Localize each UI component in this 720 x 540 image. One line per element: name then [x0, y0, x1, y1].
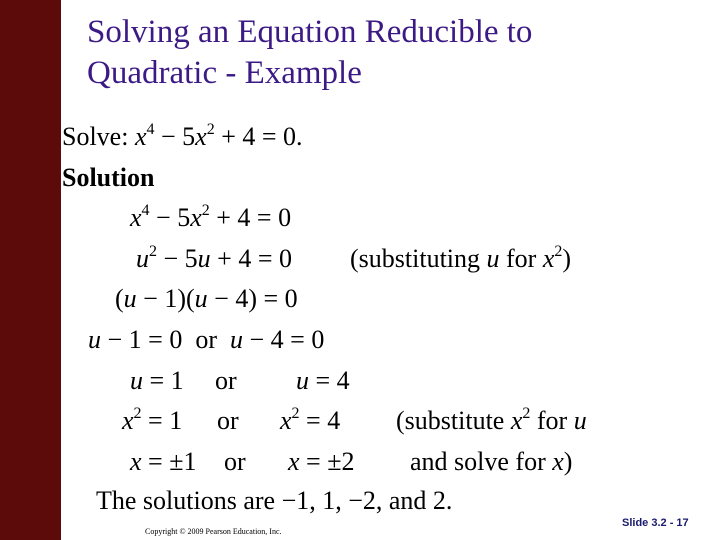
step-x-values-left: x = ±1: [130, 447, 197, 476]
step-x-squared-right: $x^2 = 4$: [280, 405, 341, 435]
slide-title: [87, 12, 532, 94]
conclusion-text: The solutions are −1, 1, −2, and 2.: [96, 486, 453, 515]
title-line-2: Quadratic - Example: [87, 55, 362, 91]
problem-statement: Solve: $x^4 - 5x^2 + 4 = 0$.: [62, 121, 303, 151]
back-substitute-note-line2: and solve for x): [410, 447, 573, 476]
left-sidebar-bar: [0, 0, 61, 540]
copyright-text: Copyright © 2009 Pearson Education, Inc.: [145, 527, 282, 536]
or-word: or: [217, 406, 239, 435]
step-u-values-left: u = 1: [130, 366, 184, 395]
back-substitute-note-line1: (substitute $x^2$ for u: [396, 405, 587, 435]
slide-number: Slide 3.2 - 17: [622, 517, 689, 529]
or-word: or: [215, 366, 237, 395]
or-word: or: [195, 325, 217, 354]
solution-heading: Solution: [62, 163, 155, 192]
step-x-values-right: x = ±2: [288, 447, 355, 476]
substitution-note: (substituting u for $x^2$): [350, 243, 572, 273]
title-line-1: Solving an Equation Reducible to: [87, 14, 533, 50]
step-original-equation: $x^4 - 5x^2 + 4 = 0$: [130, 202, 292, 232]
step-x-squared-left: $x^2 = 1$: [122, 405, 183, 435]
step-zero-factor: u − 1 = 0 or u − 4 = 0: [88, 325, 325, 354]
step-factored: (u − 1)(u − 4) = 0: [115, 284, 298, 313]
solve-label: Solve:: [62, 122, 135, 151]
or-word: or: [224, 447, 246, 476]
step-substituted-equation: $u^2 - 5u + 4 = 0$: [136, 243, 292, 273]
step-u-values-right: u = 4: [296, 366, 350, 395]
